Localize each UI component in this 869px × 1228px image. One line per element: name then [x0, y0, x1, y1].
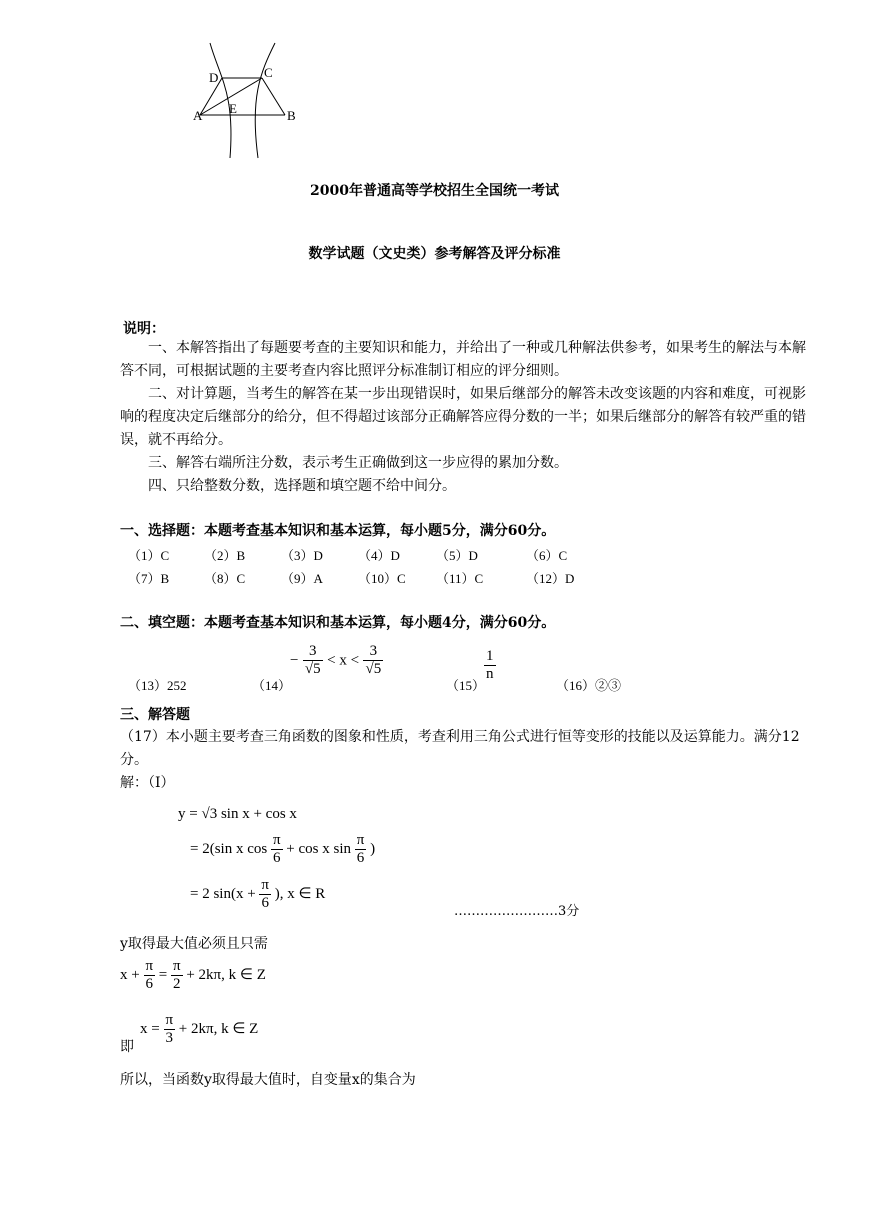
- equation-5: [140, 1012, 258, 1047]
- answer-9: （9）A: [281, 571, 323, 586]
- answer-10: （10）C: [358, 571, 406, 586]
- equation-1: y = √3 sin x + cos x: [178, 806, 297, 822]
- eq4-part-b: =: [158, 966, 168, 983]
- minus-sign: −: [290, 652, 299, 669]
- frac-den: √5: [365, 661, 382, 677]
- inequality-middle: < x <: [327, 652, 360, 669]
- answer-2: （2）B: [204, 548, 246, 563]
- pi-over-6: [143, 958, 155, 993]
- frac-den: √5: [304, 661, 321, 677]
- score-3: ……………………3分: [454, 904, 580, 919]
- eq4-part-a: x +: [120, 966, 140, 983]
- answer-15-label: （15）: [446, 678, 486, 693]
- answer-13: （13）252: [128, 678, 187, 693]
- q17-intro: （17）本小题主要考查三角函数的图象和性质，考查利用三角公式进行恒等变形的技能以及运算能力。满分12分。: [120, 729, 800, 768]
- label-D: D: [209, 70, 219, 85]
- answer-3: （3）D: [281, 548, 323, 563]
- eq2-part-c: ): [370, 840, 376, 857]
- note-item-2: 二、对计算题，当考生的解答在某一步出现错误时，如果后继部分的解答未改变该题的内容和难度，可视影响的程度决定后继部分的给分，但不得超过该部分正确解答应得分数的一半；如果后继部分的解答有较严重的错误，就不再给分。: [120, 386, 806, 448]
- note-item-1: 一、本解答指出了每题要考查的主要知识和能力，并给出了一种或几种解法供参考，如果考生的解法与本解答不同，可根据试题的主要考查内容比照评分标准制订相应的评分细则。: [120, 340, 806, 379]
- frac-num: 3: [369, 643, 378, 659]
- frac-num: π: [272, 832, 281, 848]
- section1-heading: 一、选择题：本题考查基本知识和基本运算，每小题5分，满分60分。: [120, 523, 556, 539]
- eq2-part-b: + cos x sin: [286, 840, 352, 857]
- frac-den: 3: [165, 1030, 173, 1046]
- frac-num: 1: [486, 648, 494, 664]
- section2-heading: 二、填空题：本题考查基本知识和基本运算，每小题4分，满分60分。: [120, 615, 556, 631]
- eq3-part-a: = 2 sin(x +: [190, 885, 256, 902]
- conclusion-text: 所以，当函数y取得最大值时，自变量x的集合为: [120, 1072, 416, 1088]
- notes-heading: 说明：: [123, 321, 165, 337]
- pi-over-6: [271, 832, 283, 867]
- equation-3: [190, 877, 325, 912]
- frac-num: π: [261, 877, 269, 893]
- note-item-4: 四、只给整数分数，选择题和填空题不给中间分。: [148, 478, 456, 494]
- answer-14-expression: [290, 643, 383, 678]
- ji-label: 即: [120, 1039, 134, 1055]
- fraction-left: [303, 643, 323, 678]
- label-B: B: [287, 108, 296, 123]
- trapezoid-figure: [190, 38, 300, 163]
- frac-num: π: [173, 958, 181, 974]
- answer-15-fraction: [484, 648, 496, 683]
- frac-num: π: [165, 1012, 174, 1028]
- frac-num: 3: [309, 643, 317, 659]
- equation-4: [120, 958, 266, 993]
- solution-label: 解：（I）: [120, 775, 175, 791]
- answer-1: （1）C: [128, 548, 170, 563]
- frac-den: 6: [273, 850, 281, 866]
- note-item-3: 三、解答右端所注分数，表示考生正确做到这一步应得的累加分数。: [148, 455, 568, 471]
- frac-den: 6: [356, 850, 365, 866]
- frac-num: π: [145, 958, 154, 974]
- max-condition-text: y取得最大值必须且只需: [120, 936, 268, 952]
- frac-den: 2: [173, 976, 181, 992]
- answer-6: （6）C: [526, 548, 568, 563]
- pi-over-2: [171, 958, 183, 993]
- equation-2: [190, 832, 375, 867]
- section3-heading: 三、解答题: [120, 707, 190, 723]
- eq2-part-a: = 2(sin x cos: [190, 840, 268, 857]
- frac-den: 6: [145, 976, 153, 992]
- eq5-part-a: x =: [140, 1020, 160, 1037]
- answer-14-label: （14）: [252, 678, 292, 693]
- frac-num: π: [356, 832, 365, 848]
- answer-12: （12）D: [526, 571, 575, 586]
- answer-4: （4）D: [358, 548, 400, 563]
- eq4-part-c: + 2kπ, k ∈ Z: [186, 966, 266, 983]
- frac-den: 6: [261, 895, 269, 911]
- answer-8: （8）C: [204, 571, 246, 586]
- frac-den: n: [486, 666, 494, 682]
- answer-7: （7）B: [128, 571, 170, 586]
- answer-5: （5）D: [436, 548, 478, 563]
- eq5-part-b: + 2kπ, k ∈ Z: [178, 1020, 259, 1037]
- pi-over-6: [355, 832, 367, 867]
- document-subtitle: 数学试题（文史类）参考解答及评分标准: [308, 246, 561, 262]
- label-A: A: [193, 108, 203, 123]
- label-C: C: [264, 65, 273, 80]
- document-title: 2000年普通高等学校招生全国统一考试: [310, 183, 559, 199]
- label-E: E: [229, 101, 237, 116]
- fraction-right: [363, 643, 383, 678]
- answer-11: （11）C: [436, 571, 484, 586]
- pi-over-6: [259, 877, 271, 912]
- eq3-part-b: ), x ∈ R: [274, 885, 326, 902]
- answer-16: （16）②③: [556, 678, 622, 693]
- pi-over-3: [163, 1012, 175, 1047]
